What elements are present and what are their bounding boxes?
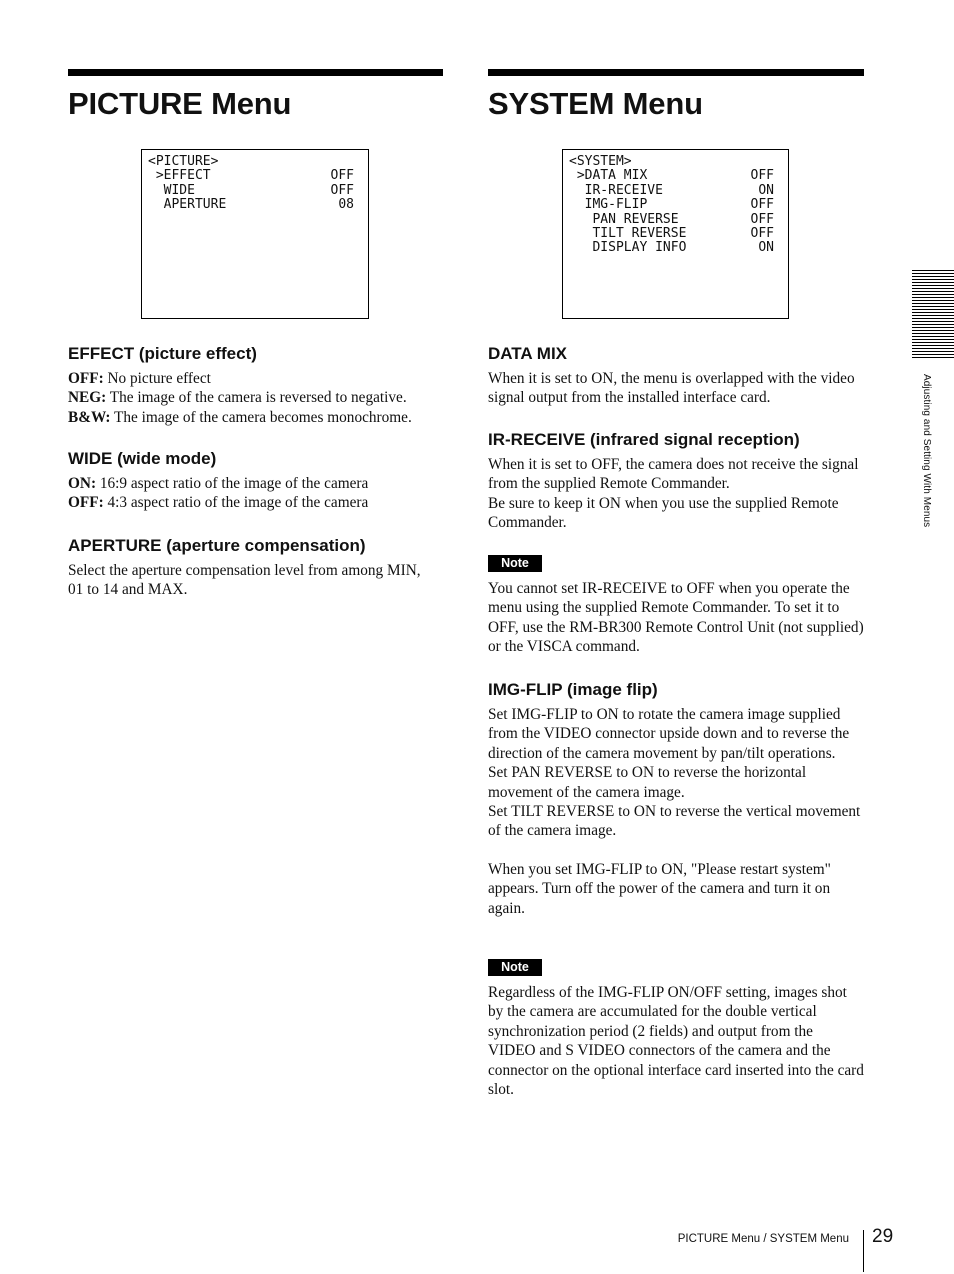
side-tab-label: Adjusting and Setting With Menus	[921, 374, 932, 528]
system-section	[488, 69, 864, 122]
img-flip-text: Set TILT REVERSE to ON to reverse the vertical movement of the camera image.	[488, 803, 861, 840]
img-flip-text: Set PAN REVERSE to ON to reverse the horizontal movement of the camera image.	[488, 764, 807, 801]
menu-title: <SYSTEM>	[569, 154, 632, 169]
picture-heading: PICTURE Menu	[68, 86, 292, 121]
ir-receive-section	[488, 430, 864, 533]
footer-divider	[863, 1230, 864, 1272]
menu-row: DISPLAY INFO ON	[569, 240, 774, 256]
effect-section	[68, 344, 448, 427]
footer-label: PICTURE Menu / SYSTEM Menu	[677, 1233, 849, 1245]
effect-bw: B&W: The image of the camera becomes monochrome.	[68, 408, 412, 426]
side-tab-stripes	[912, 270, 954, 360]
menu-row: IR-RECEIVE ON	[569, 182, 774, 198]
data-mix-heading: DATA MIX	[488, 344, 568, 363]
wide-off: OFF: 4:3 aspect ratio of the image of the camera	[68, 494, 369, 512]
note-label: Note	[488, 959, 542, 976]
picture-menu-screen	[141, 149, 369, 319]
effect-heading: EFFECT (picture effect)	[68, 344, 257, 363]
picture-section	[68, 69, 443, 122]
ir-receive-note	[488, 554, 864, 657]
note-label: Note	[488, 555, 542, 572]
ir-receive-heading: IR-RECEIVE (infrared signal reception)	[488, 430, 800, 449]
wide-section	[68, 449, 448, 513]
menu-title: <PICTURE>	[148, 154, 219, 169]
aperture-heading: APERTURE (aperture compensation)	[68, 536, 366, 555]
system-menu-screen	[562, 149, 789, 319]
img-flip-note	[488, 958, 864, 1099]
menu-row: TILT REVERSE OFF	[569, 226, 774, 242]
effect-off: OFF: No picture effect	[68, 370, 211, 387]
aperture-text: Select the aperture compensation level from among MIN, 01 to 14 and MAX.	[68, 562, 421, 599]
menu-row: PAN REVERSE OFF	[569, 211, 774, 227]
menu-row: >DATA MIX OFF	[569, 168, 774, 184]
data-mix-section	[488, 344, 864, 408]
note-text: You cannot set IR-RECEIVE to OFF when you operate the menu using the supplied Remote Commander. To set it to OFF, use the RM-BR300 Remote Control Unit (not supplied) or the VISCA command.	[488, 580, 864, 656]
img-flip-text: When you set IMG-FLIP to ON, "Please restart system" appears. Turn off the power of the camera and turn it on again.	[488, 860, 831, 917]
effect-neg: NEG: The image of the camera is reversed to negative.	[68, 389, 407, 407]
menu-row: >EFFECT OFF	[148, 168, 354, 184]
img-flip-heading: IMG-FLIP (image flip)	[488, 680, 658, 699]
menu-row: WIDE OFF	[148, 182, 354, 198]
wide-heading: WIDE (wide mode)	[68, 449, 217, 468]
menu-row: IMG-FLIP OFF	[569, 197, 774, 213]
ir-receive-text: Be sure to keep it ON when you use the supplied Remote Commander.	[488, 494, 839, 532]
data-mix-text: When it is set to ON, the menu is overlapped with the video signal output from the installed interface card.	[488, 370, 855, 407]
note-text: Regardless of the IMG-FLIP ON/OFF setting, images shot by the camera are accumulated for the double vertical synchronization period (2 fields) and output from the VIDEO and S VIDEO connectors of the camera and the connector on the optional interface card inserted into the card slot.	[488, 984, 864, 1099]
page-number: 29	[872, 1226, 894, 1247]
wide-on: ON: 16:9 aspect ratio of the image of the camera	[68, 475, 369, 492]
heading-rule	[488, 69, 864, 76]
menu-row: APERTURE 08	[148, 197, 354, 213]
aperture-section	[68, 536, 428, 600]
ir-receive-text: When it is set to OFF, the camera does not receive the signal from the supplied Remote Commander.	[488, 456, 859, 493]
img-flip-text: Set IMG-FLIP to ON to rotate the camera image supplied from the VIDEO connector upside down and to reverse the direction of the camera movement by pan/tilt operations.	[488, 706, 850, 762]
img-flip-section	[488, 680, 864, 918]
system-heading: SYSTEM Menu	[488, 86, 703, 121]
heading-rule	[68, 69, 443, 76]
